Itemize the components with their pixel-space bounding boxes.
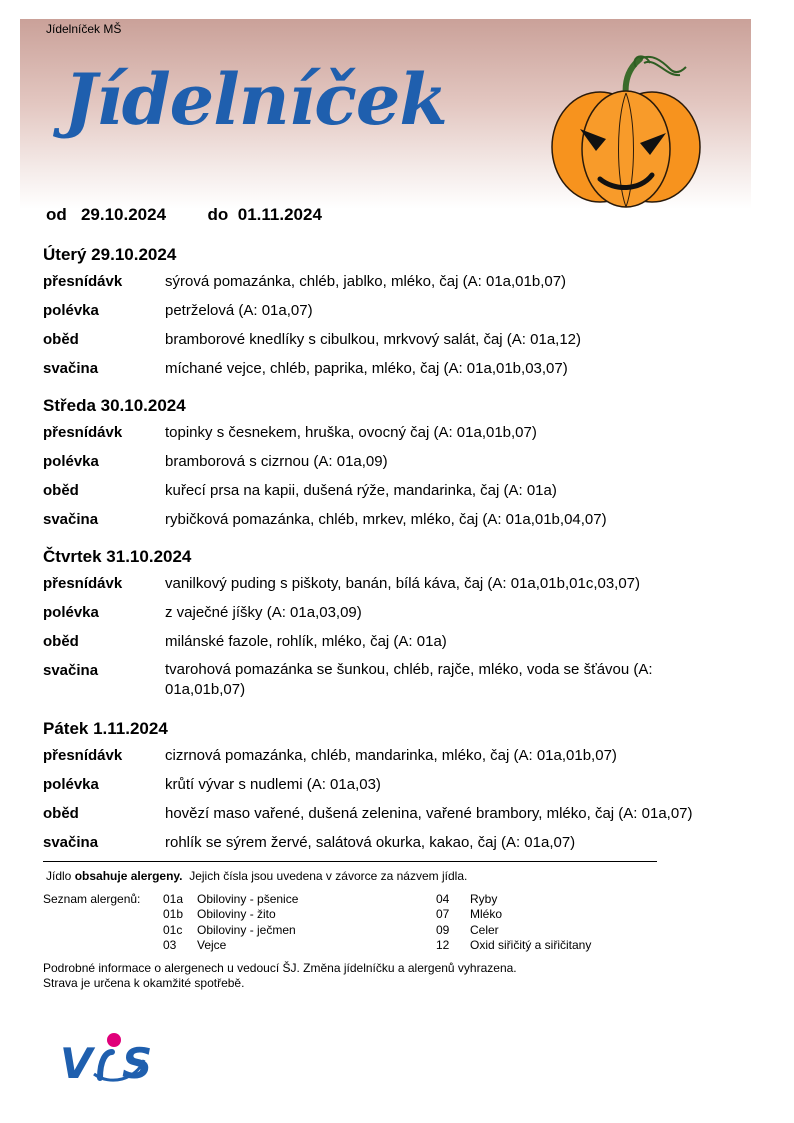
meal-label: polévka: [43, 776, 99, 793]
allergen-item: [436, 938, 591, 952]
meal-text: tvarohová pomazánka se šunkou, chléb, rajče, mléko, voda se šťávou (A: 01a,01b,07): [165, 661, 653, 698]
date-to: 01.11.2024: [237, 205, 322, 224]
allergen-code: 09: [436, 923, 450, 937]
day-title: Čtvrtek 31.10.2024: [43, 547, 192, 566]
allergen-note-rest: Jejich čísla jsou uvedena v závorce za názvem jídla.: [189, 869, 468, 883]
allergen-legend-label: Seznam alergenů:: [43, 892, 141, 906]
allergen-code: 03: [163, 938, 177, 952]
allergen-name: Obiloviny - pšenice: [197, 892, 299, 906]
meal-text: krůtí vývar s nudlemi (A: 01a,03): [165, 776, 381, 793]
page-title: Jídelníček: [64, 58, 447, 141]
allergen-code: 01b: [163, 907, 184, 921]
allergen-item: [163, 892, 298, 906]
allergen-name: Obiloviny - ječmen: [197, 923, 296, 937]
allergen-code: 12: [436, 938, 450, 952]
meal-text: bramborová s cizrnou (A: 01a,09): [165, 453, 388, 470]
meal-label: přesnídávk: [43, 273, 123, 290]
meal-label: svačina: [43, 662, 99, 679]
meal-text: milánské fazole, rohlík, mléko, čaj (A: 01a): [165, 633, 447, 650]
header-small-title: Jídelníček MŠ: [46, 22, 122, 36]
allergen-name: Celer: [470, 923, 499, 937]
allergen-code: 01c: [163, 923, 183, 937]
meal-text: rybičková pomazánka, chléb, mrkev, mléko, čaj (A: 01a,01b,04,07): [165, 511, 607, 528]
allergen-name: Vejce: [197, 938, 227, 952]
meal-label: svačina: [43, 834, 99, 851]
allergen-code: 01a: [163, 892, 184, 906]
allergen-name: Ryby: [470, 892, 498, 906]
allergen-code: 04: [436, 892, 450, 906]
meal-label: oběd: [43, 482, 79, 499]
meal-text: z vaječné jíšky (A: 01a,03,09): [165, 604, 362, 621]
allergen-note: [46, 869, 467, 883]
allergen-item: [436, 923, 499, 937]
meal-text: topinky s česnekem, hruška, ovocný čaj (A: 01a,01b,07): [165, 424, 537, 441]
allergen-item: [163, 938, 226, 952]
meal-label: polévka: [43, 453, 99, 470]
footer-info: Podrobné informace o alergenech u vedoucí ŠJ. Změna jídelníčku a alergenů vyhrazena.: [43, 961, 517, 975]
allergen-code: 07: [436, 907, 450, 921]
meal-text: sýrová pomazánka, chléb, jablko, mléko, čaj (A: 01a,01b,07): [165, 273, 567, 290]
day-title: Středa 30.10.2024: [43, 396, 186, 415]
svg-text:S: S: [122, 1039, 153, 1085]
allergen-name: Oxid siřičitý a siřičitany: [470, 938, 592, 952]
meal-label: přesnídávk: [43, 575, 123, 592]
meal-label: oběd: [43, 331, 79, 348]
meal-label: oběd: [43, 805, 79, 822]
divider: [43, 861, 657, 862]
pumpkin-icon: [540, 49, 710, 214]
allergen-note-prefix: Jídlo: [46, 869, 72, 883]
allergen-item: [163, 907, 276, 921]
day-title: Pátek 1.11.2024: [43, 719, 168, 738]
meal-label: polévka: [43, 302, 99, 319]
meal-text: vanilkový puding s piškoty, banán, bílá káva, čaj (A: 01a,01b,01c,03,07): [165, 575, 641, 592]
logo-text: V: [60, 1039, 93, 1085]
meal-text: petrželová (A: 01a,07): [165, 302, 313, 319]
date-to-label: do: [207, 205, 229, 224]
meal-text: kuřecí prsa na kapii, dušená rýže, mandarinka, čaj (A: 01a): [165, 482, 557, 499]
meal-text: bramborové knedlíky s cibulkou, mrkvový salát, čaj (A: 01a,12): [165, 331, 582, 348]
date-from: 29.10.2024: [80, 205, 167, 224]
meal-label: přesnídávk: [43, 424, 123, 441]
meal-label: polévka: [43, 604, 99, 621]
meal-label: přesnídávk: [43, 747, 123, 764]
meal-label: svačina: [43, 360, 99, 377]
footer-consumption: Strava je určena k okamžité spotřebě.: [43, 976, 245, 990]
meal-text: míchané vejce, chléb, paprika, mléko, čaj (A: 01a,01b,03,07): [165, 360, 568, 377]
allergen-name: Mléko: [470, 907, 503, 921]
vis-logo: [60, 1030, 165, 1085]
allergen-item: [436, 907, 502, 921]
header-banner: [20, 19, 751, 209]
allergen-note-bold: obsahuje alergeny.: [74, 869, 183, 883]
date-from-label: od: [46, 205, 67, 224]
meal-label: svačina: [43, 511, 99, 528]
meal-text: rohlík se sýrem žervé, salátová okurka, kakao, čaj (A: 01a,07): [165, 834, 576, 851]
date-range: [46, 205, 322, 225]
allergen-name: Obiloviny - žito: [197, 907, 276, 921]
allergen-item: [163, 923, 296, 937]
allergen-item: [436, 892, 497, 906]
meal-text: hovězí maso vařené, dušená zelenina, vařené brambory, mléko, čaj (A: 01a,07): [165, 805, 693, 822]
meal-text: cizrnová pomazánka, chléb, mandarinka, mléko, čaj (A: 01a,01b,07): [165, 747, 617, 764]
day-title: Úterý 29.10.2024: [43, 245, 177, 264]
meal-label: oběd: [43, 633, 79, 650]
